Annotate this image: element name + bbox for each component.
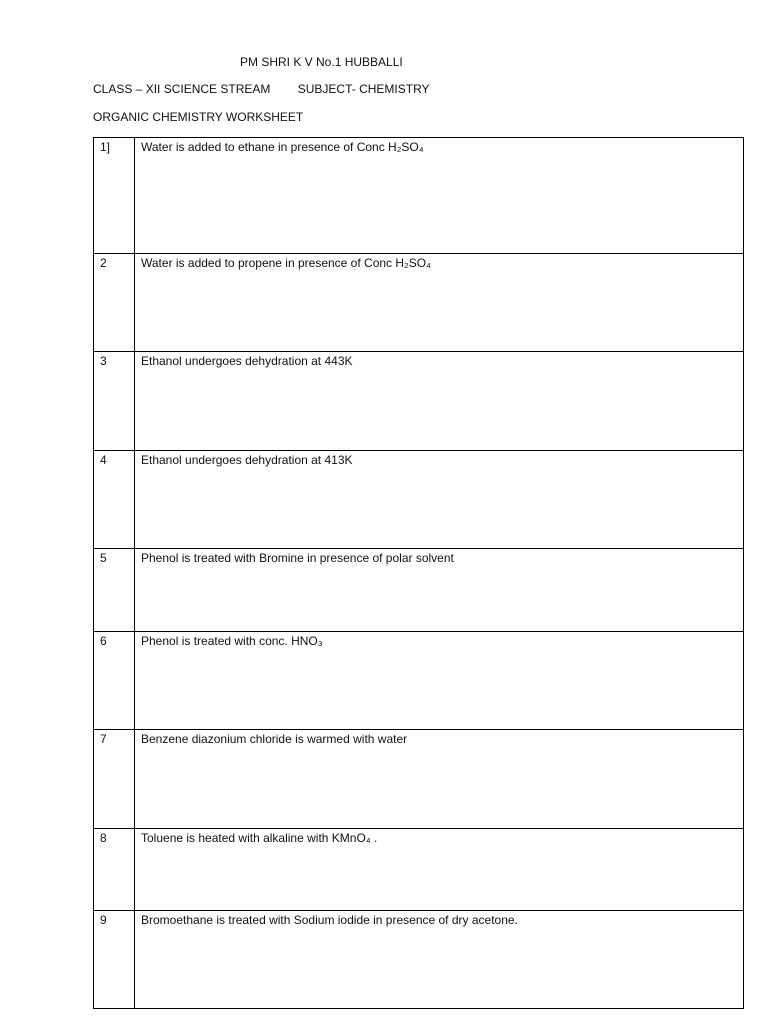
question-row [94, 911, 744, 1009]
question-row [94, 730, 744, 829]
question-number: 6 [94, 632, 135, 730]
question-text: Water is added to ethane in presence of Conc H₂SO₄ [135, 138, 744, 254]
subject-label: SUBJECT- CHEMISTRY [297, 82, 430, 96]
questions-table [93, 137, 744, 1009]
question-row [94, 829, 744, 911]
question-row [94, 138, 744, 254]
question-text: Ethanol undergoes dehydration at 443K [135, 352, 744, 451]
question-row [94, 632, 744, 730]
question-number: 5 [94, 549, 135, 632]
question-number: 7 [94, 730, 135, 829]
question-text: Benzene diazonium chloride is warmed with water [135, 730, 744, 829]
question-row [94, 352, 744, 451]
question-text: Ethanol undergoes dehydration at 413K [135, 451, 744, 549]
class-label: CLASS – XII SCIENCE STREAM [93, 82, 271, 96]
question-number: 2 [94, 254, 135, 352]
question-text: Phenol is treated with Bromine in presence of polar solvent [135, 549, 744, 632]
question-number: 3 [94, 352, 135, 451]
question-text: Water is added to propene in presence of Conc H₂SO₄ [135, 254, 744, 352]
school-name: PM SHRI K V No.1 HUBBALLI [240, 55, 403, 69]
question-number: 8 [94, 829, 135, 911]
question-number: 1] [94, 138, 135, 254]
class-subject-line [93, 82, 430, 96]
question-text: Bromoethane is treated with Sodium iodide in presence of dry acetone. [135, 911, 744, 1009]
question-number: 4 [94, 451, 135, 549]
question-row [94, 254, 744, 352]
question-row [94, 451, 744, 549]
question-number: 9 [94, 911, 135, 1009]
question-row [94, 549, 744, 632]
question-text: Toluene is heated with alkaline with KMnO₄ . [135, 829, 744, 911]
worksheet-title: ORGANIC CHEMISTRY WORKSHEET [93, 110, 304, 124]
question-text: Phenol is treated with conc. HNO₃ [135, 632, 744, 730]
